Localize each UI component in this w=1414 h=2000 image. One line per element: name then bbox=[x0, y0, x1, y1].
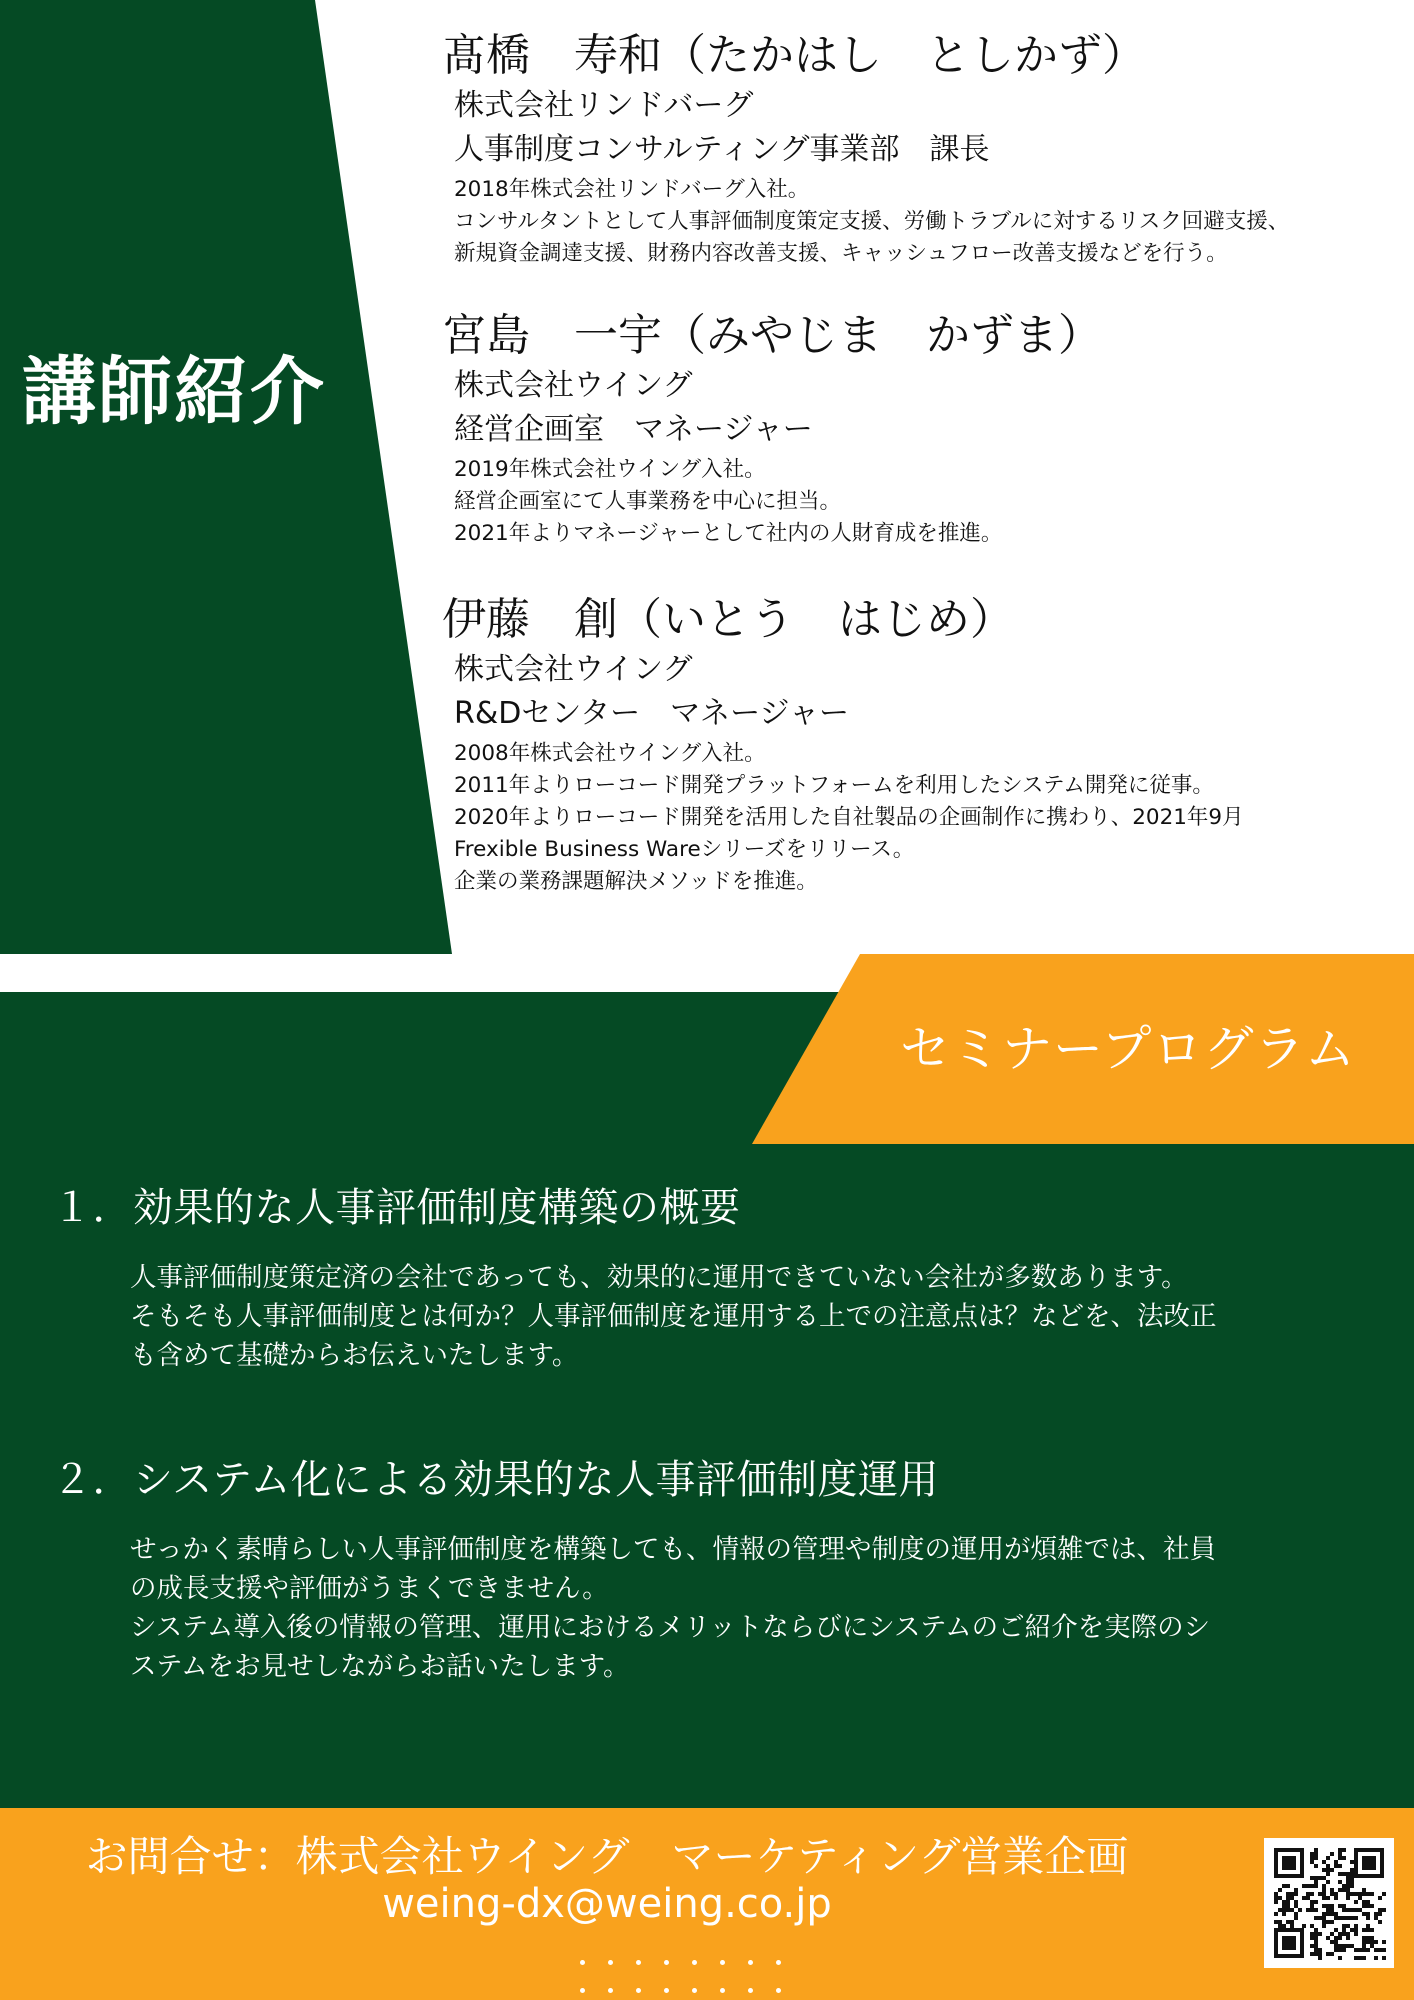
bio-line: Frexible Business Wareシリーズをリリース。 bbox=[454, 837, 915, 862]
instructor-bio bbox=[442, 174, 1392, 270]
instructor-bio bbox=[442, 738, 1392, 898]
body-line: 人事評価制度策定済の会社であっても、効果的に運用できていない会社が多数あります。 bbox=[130, 1262, 1188, 1293]
instructor-title: R&Dセンター マネージャー bbox=[454, 696, 849, 731]
program-item-title: １．効果的な人事評価制度構築の概要 bbox=[52, 1185, 741, 1231]
bio-line: 企業の業務課題解決メソッドを推進。 bbox=[454, 869, 818, 894]
bio-line: 新規資金調達支援、財務内容改善支援、キャッシュフロー改善支援などを行う。 bbox=[454, 241, 1228, 266]
instructor-company: 株式会社ウイング bbox=[454, 652, 693, 687]
decorative-dots bbox=[580, 1978, 810, 1990]
body-line: の成長支援や評価がうまくできません。 bbox=[130, 1573, 609, 1604]
contact-email[interactable]: weing-dx@weing.co.jp bbox=[382, 1881, 832, 1927]
instructor-name: 髙橋 寿和（たかはし としかず） bbox=[442, 30, 1146, 81]
bio-line: 2019年株式会社ウイング入社。 bbox=[454, 457, 766, 482]
program-item-body bbox=[52, 1258, 1352, 1375]
bio-line: 2008年株式会社ウイング入社。 bbox=[454, 741, 766, 766]
section-title: 講師紹介 bbox=[22, 349, 326, 435]
bio-line: 2020年よりローコード開発を活用した自社製品の企画制作に携わり、2021年9月 bbox=[454, 805, 1244, 830]
program-item-body bbox=[52, 1530, 1352, 1686]
bio-line: 2011年よりローコード開発プラットフォームを利用したシステム開発に従事。 bbox=[454, 773, 1214, 798]
program-item bbox=[52, 1452, 1352, 1686]
program-item-title: ２．システム化による効果的な人事評価制度運用 bbox=[52, 1457, 939, 1503]
instructor-card bbox=[442, 308, 1392, 550]
contact-email-row bbox=[0, 1878, 1414, 1930]
body-line: そもそも人事評価制度とは何か？人事評価制度を運用する上での注意点は？などを、法改正 bbox=[130, 1301, 1217, 1332]
contact-text bbox=[0, 1830, 1414, 1884]
program-item bbox=[52, 1180, 1352, 1375]
instructor-card bbox=[442, 28, 1392, 270]
qr-code-icon[interactable] bbox=[1264, 1838, 1394, 1968]
instructor-name: 宮島 一宇（みやじま かずま） bbox=[442, 310, 1102, 361]
instructor-bio bbox=[442, 454, 1392, 550]
body-line: せっかく素晴らしい人事評価制度を構築しても、情報の管理や制度の運用が煩雑では、社員 bbox=[130, 1534, 1216, 1565]
bio-line: コンサルタントとして人事評価制度策定支援、労働トラブルに対するリスク回避支援、 bbox=[454, 209, 1290, 234]
bio-line: 2018年株式会社リンドバーグ入社。 bbox=[454, 177, 810, 202]
instructor-company: 株式会社ウイング bbox=[454, 368, 693, 403]
body-line: ステムをお見せしながらお話いたします。 bbox=[130, 1651, 630, 1682]
bio-line: 経営企画室にて人事業務を中心に担当。 bbox=[454, 489, 842, 514]
body-line: システム導入後の情報の管理、運用におけるメリットならびにシステムのご紹介を実際のシ bbox=[130, 1612, 1211, 1643]
instructor-card bbox=[442, 592, 1392, 898]
qr-code-graphic bbox=[1264, 1838, 1394, 1968]
instructor-name: 伊藤 創（いとう はじめ） bbox=[442, 594, 1014, 645]
contact-label: お問合せ：株式会社ウイング マーケティング営業企画 bbox=[85, 1832, 1129, 1881]
program-heading: セミナープログラム bbox=[900, 1020, 1356, 1078]
body-line: も含めて基礎からお伝えいたします。 bbox=[130, 1340, 579, 1371]
instructor-title: 経営企画室 マネージャー bbox=[454, 412, 813, 447]
instructor-company: 株式会社リンドバーグ bbox=[454, 88, 754, 123]
instructor-section-panel bbox=[0, 0, 452, 954]
decorative-dots bbox=[580, 1950, 810, 1962]
bio-line: 2021年よりマネージャーとして社内の人財育成を推進。 bbox=[454, 521, 1003, 546]
instructor-title: 人事制度コンサルティング事業部 課長 bbox=[454, 132, 990, 167]
